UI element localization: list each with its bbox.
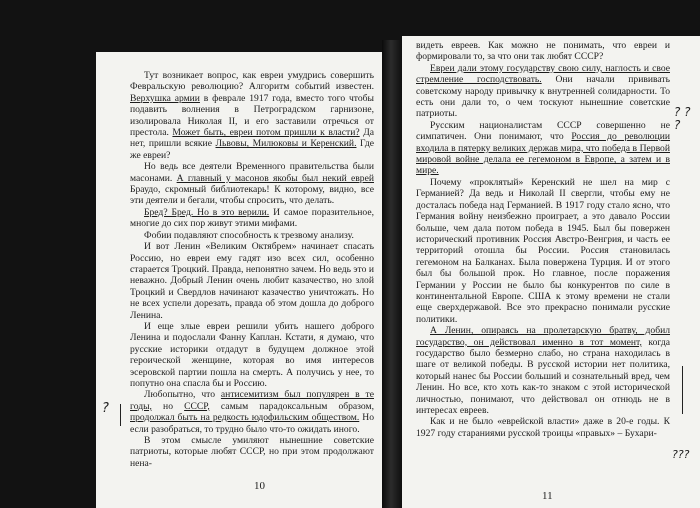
- paragraph: [416, 63, 670, 120]
- text-run: И вот Ленин «Великим Октябрем» начинает спасать Россию, но евреи ему гадят изо всех сил, особенно старается Троцкий. Правда, непонятно зачем. Но ведь это и неважно. Добрый Ленин очень любит казачество, но злой Троцкий и Свердлов начинают казачество уничтожать. Но не всех успели дорезать, правда об этом дошла до доброго Ленина.: [130, 241, 374, 321]
- text-run: Но ведь все деятели Временного правительства были масонами.: [130, 161, 374, 184]
- paragraph: [130, 389, 374, 435]
- text-run: Русским националистам СССР совершенно не симпатичен. Они понимают, что: [416, 119, 670, 143]
- paragraph: [416, 177, 670, 325]
- text-run: Браудо, скромный библиотекарь! К которому, видно, все эти деятели и бегали, чтобы спросить, что делать.: [130, 184, 374, 207]
- underlined-text: А главный у масонов якобы был некий еврей: [176, 172, 374, 184]
- text-run: Где же евреи?: [130, 138, 375, 161]
- text-run: самым парадоксальным образом,: [209, 400, 374, 412]
- left-page-text: [130, 70, 374, 469]
- text-run: Да нет, пришли всякие: [130, 127, 375, 150]
- text-run: И самое поразительное, многие до сих пор живут этими мифами.: [130, 206, 374, 230]
- right-margin-notes-top: ? ? ?: [674, 105, 691, 132]
- margin-bracket: [120, 404, 121, 426]
- underlined-text: продолжал быть на редкость юдофильским обществом.: [130, 412, 360, 424]
- right-margin-notes-bottom: ???: [672, 448, 690, 461]
- underlined-text: Бред? Бред. Но в это верили.: [144, 206, 270, 218]
- right-page: [402, 36, 700, 508]
- underlined-text: Львовы, Милюковы и Керенский.: [215, 138, 357, 150]
- page-number-right: 11: [542, 490, 553, 502]
- text-run: видеть евреев. Как можно не понимать, что евреи и формировали то, за что они так любят СССР?: [416, 40, 670, 63]
- paragraph: [130, 207, 374, 230]
- paragraph: [130, 321, 374, 389]
- text-run: когда государство было безмерно слабо, но страна находилась в шаге от великой победы. В русской истории нет политика, который нанес бы России больший и сознательный вред, чем Ленин. Но все, кто хоть как-то знаком с этой исторической личностью, понимают, что действовал он отнюдь не в интересах евреев.: [416, 336, 670, 416]
- paragraph: [130, 161, 374, 207]
- text-run: В этом смысле умиляют нынешние советские патриоты, которые любят СССР, но при этом продолжают нена-: [130, 435, 374, 469]
- book-spine: [382, 40, 402, 508]
- paragraph: [130, 70, 374, 161]
- underlined-text: Может быть, евреи потом пришли к власти?: [172, 127, 360, 139]
- underlined-text: СССР,: [184, 400, 210, 412]
- paragraph: [130, 435, 374, 469]
- text-run: Тут возникает вопрос, как евреи умудрись совершить Февральскую революцию? Алгоритм событий известен.: [130, 70, 374, 93]
- paragraph: [416, 416, 670, 439]
- paragraph: [130, 230, 374, 241]
- right-page-text: [416, 40, 670, 439]
- left-margin-notes: ?: [102, 401, 109, 416]
- page-number-left: 10: [254, 480, 265, 492]
- underlined-text: Евреи дали этому государству свою силу, наглость и свое стремление господствовать.: [416, 62, 670, 86]
- paragraph: [416, 325, 670, 416]
- text-run: Они начали прививать советскому народу привычку к внутренней солидарности. То есть они дали то, о чем тоскуют нынешние советские патриоты.: [416, 74, 670, 120]
- text-run: И еще злые евреи решили убить нашего доброго Ленина и подослали Фанну Каплан. Кстати, я думаю, что русские историки отдадут в будущем должное этой героической женщине, которая во имя интересов эсеровской партии пошла на смерть. А получись у нее, то попутно она спасла бы и Россию.: [130, 320, 374, 389]
- underlined-text: антисемитизм был популярен в те годы,: [130, 389, 374, 412]
- text-run: но: [151, 400, 185, 412]
- text-run: Как и не было «еврейской власти» даже в 20-е годы. К 1927 году стараниями русской троицы «правых» – Бухари-: [416, 416, 670, 439]
- underlined-text: Россия до революции входила в пятерку великих держав мира, что победа в Первой мировой войне делала ее гегемоном в Европе, а затем и в мире.: [416, 131, 671, 177]
- text-run: Почему «проклятый» Керенский не шел на мир с Германией? Да ведь и Николай II свергли, чтобы ему не досталась победа над Германией. В 1917 году стало ясно, что Германия войну неизбежно проиграет, а это давало России больше, чем дала потом победа в 1945. Был бы повержен исторический противник Россия Австро-Венгрия, и часть ее территорий отошла бы России. Россия становилась гегемоном на Балканах. Была повержена Турция. И от этого был бы большой прок. Но главное, после поражения Германии у России не было бы конкурентов по силе в континентальной Европе. США к этому времени не стали еще сверхдержавой. Все это прекрасно понимали русские политики.: [416, 176, 670, 325]
- paragraph: [416, 120, 670, 177]
- text-run: Фобии подавляют способность к трезвому анализу.: [144, 229, 354, 241]
- paragraph: [130, 241, 374, 321]
- underlined-text: А Ленин, опираясь на пролетарскую братву, добил государство, он действовал именно в тот момент,: [416, 325, 670, 348]
- text-run: в феврале 1917 года, вместо того чтобы подавить волнения в Петроградском гарнизоне, изолировала Николая II, и его заставили отречься от престола.: [130, 92, 374, 139]
- text-run: Любопытно, что: [144, 389, 221, 401]
- margin-bracket-right: [682, 366, 683, 414]
- underlined-text: Верхушка армии: [130, 92, 200, 104]
- paragraph: [416, 40, 670, 63]
- left-page: [96, 52, 382, 508]
- text-run: Но если разобраться, то трудно было что-то ожидать иного.: [130, 412, 374, 435]
